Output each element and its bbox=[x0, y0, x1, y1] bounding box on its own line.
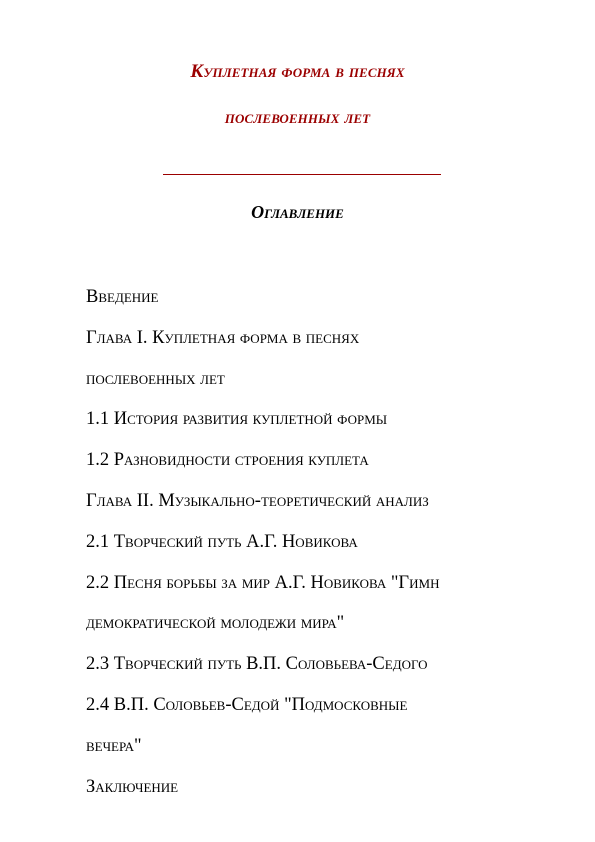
toc-item-section-2-3: 2.3 Творческий путь В.П. Соловьева-Седого bbox=[86, 654, 428, 675]
toc-item-section-1-2: 1.2 Разновидности строения куплета bbox=[86, 450, 369, 471]
toc-item-chapter-2: Глава II. Музыкально-теоретический анализ bbox=[86, 490, 429, 511]
toc-item-section-2-4-continued: вечера" bbox=[86, 735, 142, 756]
toc-item-chapter-1-continued: послевоенных лет bbox=[86, 368, 225, 389]
toc-heading: Оглавление bbox=[251, 202, 344, 222]
toc-item-introduction: Введение bbox=[86, 287, 159, 307]
toc-item-chapter-1: Глава I. Куплетная форма в песнях bbox=[86, 327, 360, 348]
table-of-contents bbox=[86, 277, 556, 807]
toc-item-section-2-1: 2.1 Творческий путь А.Г. Новикова bbox=[86, 531, 358, 552]
toc-item-section-2-4: 2.4 В.П. Соловьев-Седой "Подмосковные bbox=[86, 694, 408, 715]
toc-item-section-1-1: 1.1 История развития куплетной формы bbox=[86, 409, 388, 430]
toc-item-section-2-2: 2.2 Песня борьбы за мир А.Г. Новикова "Гимн bbox=[86, 572, 440, 593]
toc-item-section-2-2-continued: демократической молодежи мира" bbox=[86, 613, 345, 634]
document-title-line-1: Куплетная форма в песнях bbox=[190, 61, 405, 82]
title-divider bbox=[163, 174, 441, 175]
document-title-line-2: послевоенных лет bbox=[224, 107, 371, 128]
toc-item-conclusion: Заключение bbox=[86, 776, 179, 797]
